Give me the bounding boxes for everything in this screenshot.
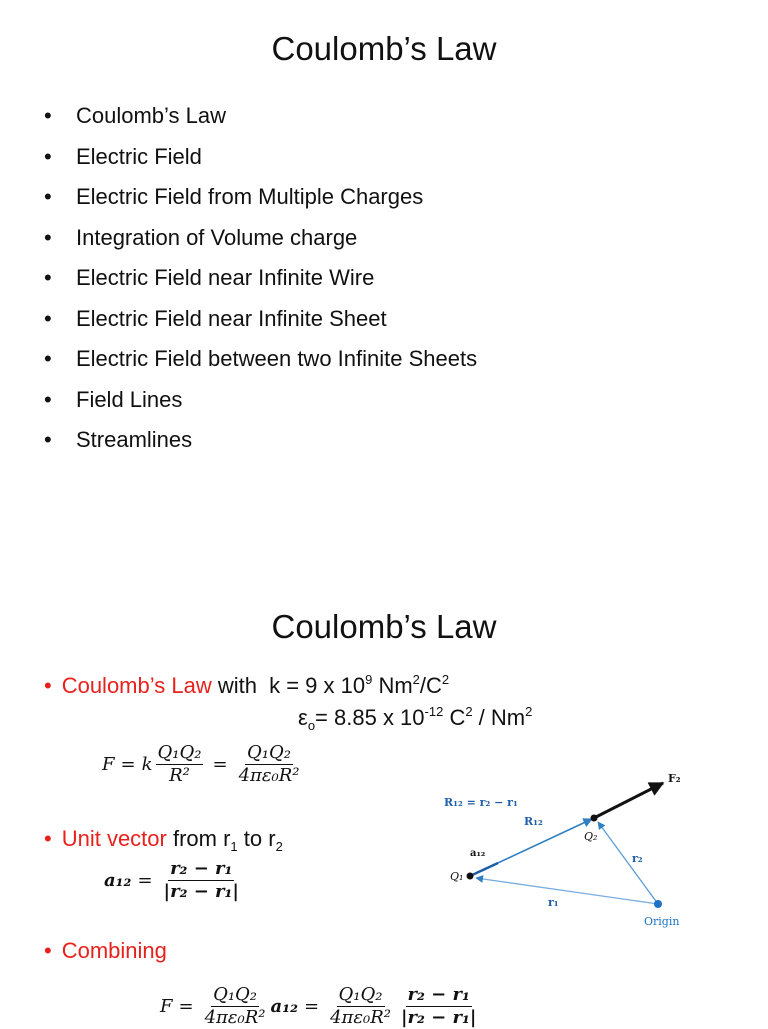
f2-force-vector: [594, 783, 663, 818]
coulomb-force-equation: F = k $\frac{\text{Q₁Q₂}}{\text{R²}}$ = $\frac{\text{Q₁Q₂}}{\text{4πε₀R²}}$: [102, 742, 300, 786]
r1-vector: [476, 878, 658, 904]
epsilon-constant: $\varepsilon_o= 8.85$ x $10^{-12}$ $C^2 / Nm^2$: [298, 704, 533, 733]
origin-label: Origin: [644, 915, 680, 928]
vector-diagram: [436, 768, 696, 948]
with-text: with: [217, 673, 257, 698]
bullet-dot: •: [44, 673, 52, 698]
slide-1-title: Coulomb’s Law: [271, 30, 497, 67]
r2-label: r₂: [632, 852, 643, 865]
list-item: • Electric Field near Infinite Sheet: [0, 299, 477, 340]
r2-vector: [598, 822, 658, 904]
q1-point: [467, 873, 474, 880]
f2-label: F₂: [668, 772, 681, 785]
slide-2: [0, 590, 768, 1028]
a12-label: a₁₂: [470, 848, 486, 859]
combined-force-equation: F = $\frac{\text{Q₁Q₂}}{\text{4πε₀R²}}$ a₁₂ = $\frac{\text{Q₁Q₂}}{\text{4πε₀R²}}$ $\frac{\text{r₂ − r₁}}{\text{|r₂ − r₁|}}$: [160, 984, 477, 1028]
q1-label: Q₁: [450, 870, 464, 883]
bullet-coulombs-law: [44, 672, 449, 699]
combining-label: Combining: [61, 938, 167, 963]
r1-label: r₁: [548, 896, 559, 909]
r12-label: R₁₂: [524, 815, 543, 828]
a12-vector: [470, 863, 498, 876]
list-item: • Streamlines: [0, 420, 477, 461]
origin-point: [654, 900, 662, 908]
bullet-dot: •: [44, 826, 52, 851]
list-item: • Electric Field between two Infinite Sheets: [0, 339, 477, 380]
bullet-combining: [44, 938, 167, 964]
list-item: • Electric Field: [0, 137, 477, 178]
unit-vector-equation: a₁₂ = $\frac{\text{r₂ − r₁}}{\text{|r₂ − r₁|}}$: [104, 858, 239, 902]
bullet-dot: •: [44, 938, 52, 963]
list-item: • Field Lines: [0, 380, 477, 421]
slide-2-title: Coulomb’s Law: [271, 608, 497, 645]
bullet-unit-vector: • Unit vector from $r_1$ to $r_2$: [44, 826, 283, 854]
coulombs-law-label: Coulomb’s Law: [61, 673, 212, 698]
k-constant: k = 9 x $10^9$ $Nm^2/C^2$: [269, 672, 450, 698]
unit-vector-label: Unit vector: [61, 826, 167, 851]
list-item: • Electric Field near Infinite Wire: [0, 258, 477, 299]
list-item: • Electric Field from Multiple Charges: [0, 177, 477, 218]
r12-definition-label: R₁₂ = r₂ − r₁: [444, 796, 518, 809]
q2-point: [591, 815, 598, 822]
list-item: • Integration of Volume charge: [0, 218, 477, 259]
list-item: • Coulomb’s Law: [0, 96, 477, 137]
topic-list: [0, 96, 477, 461]
q2-label: Q₂: [584, 830, 598, 843]
